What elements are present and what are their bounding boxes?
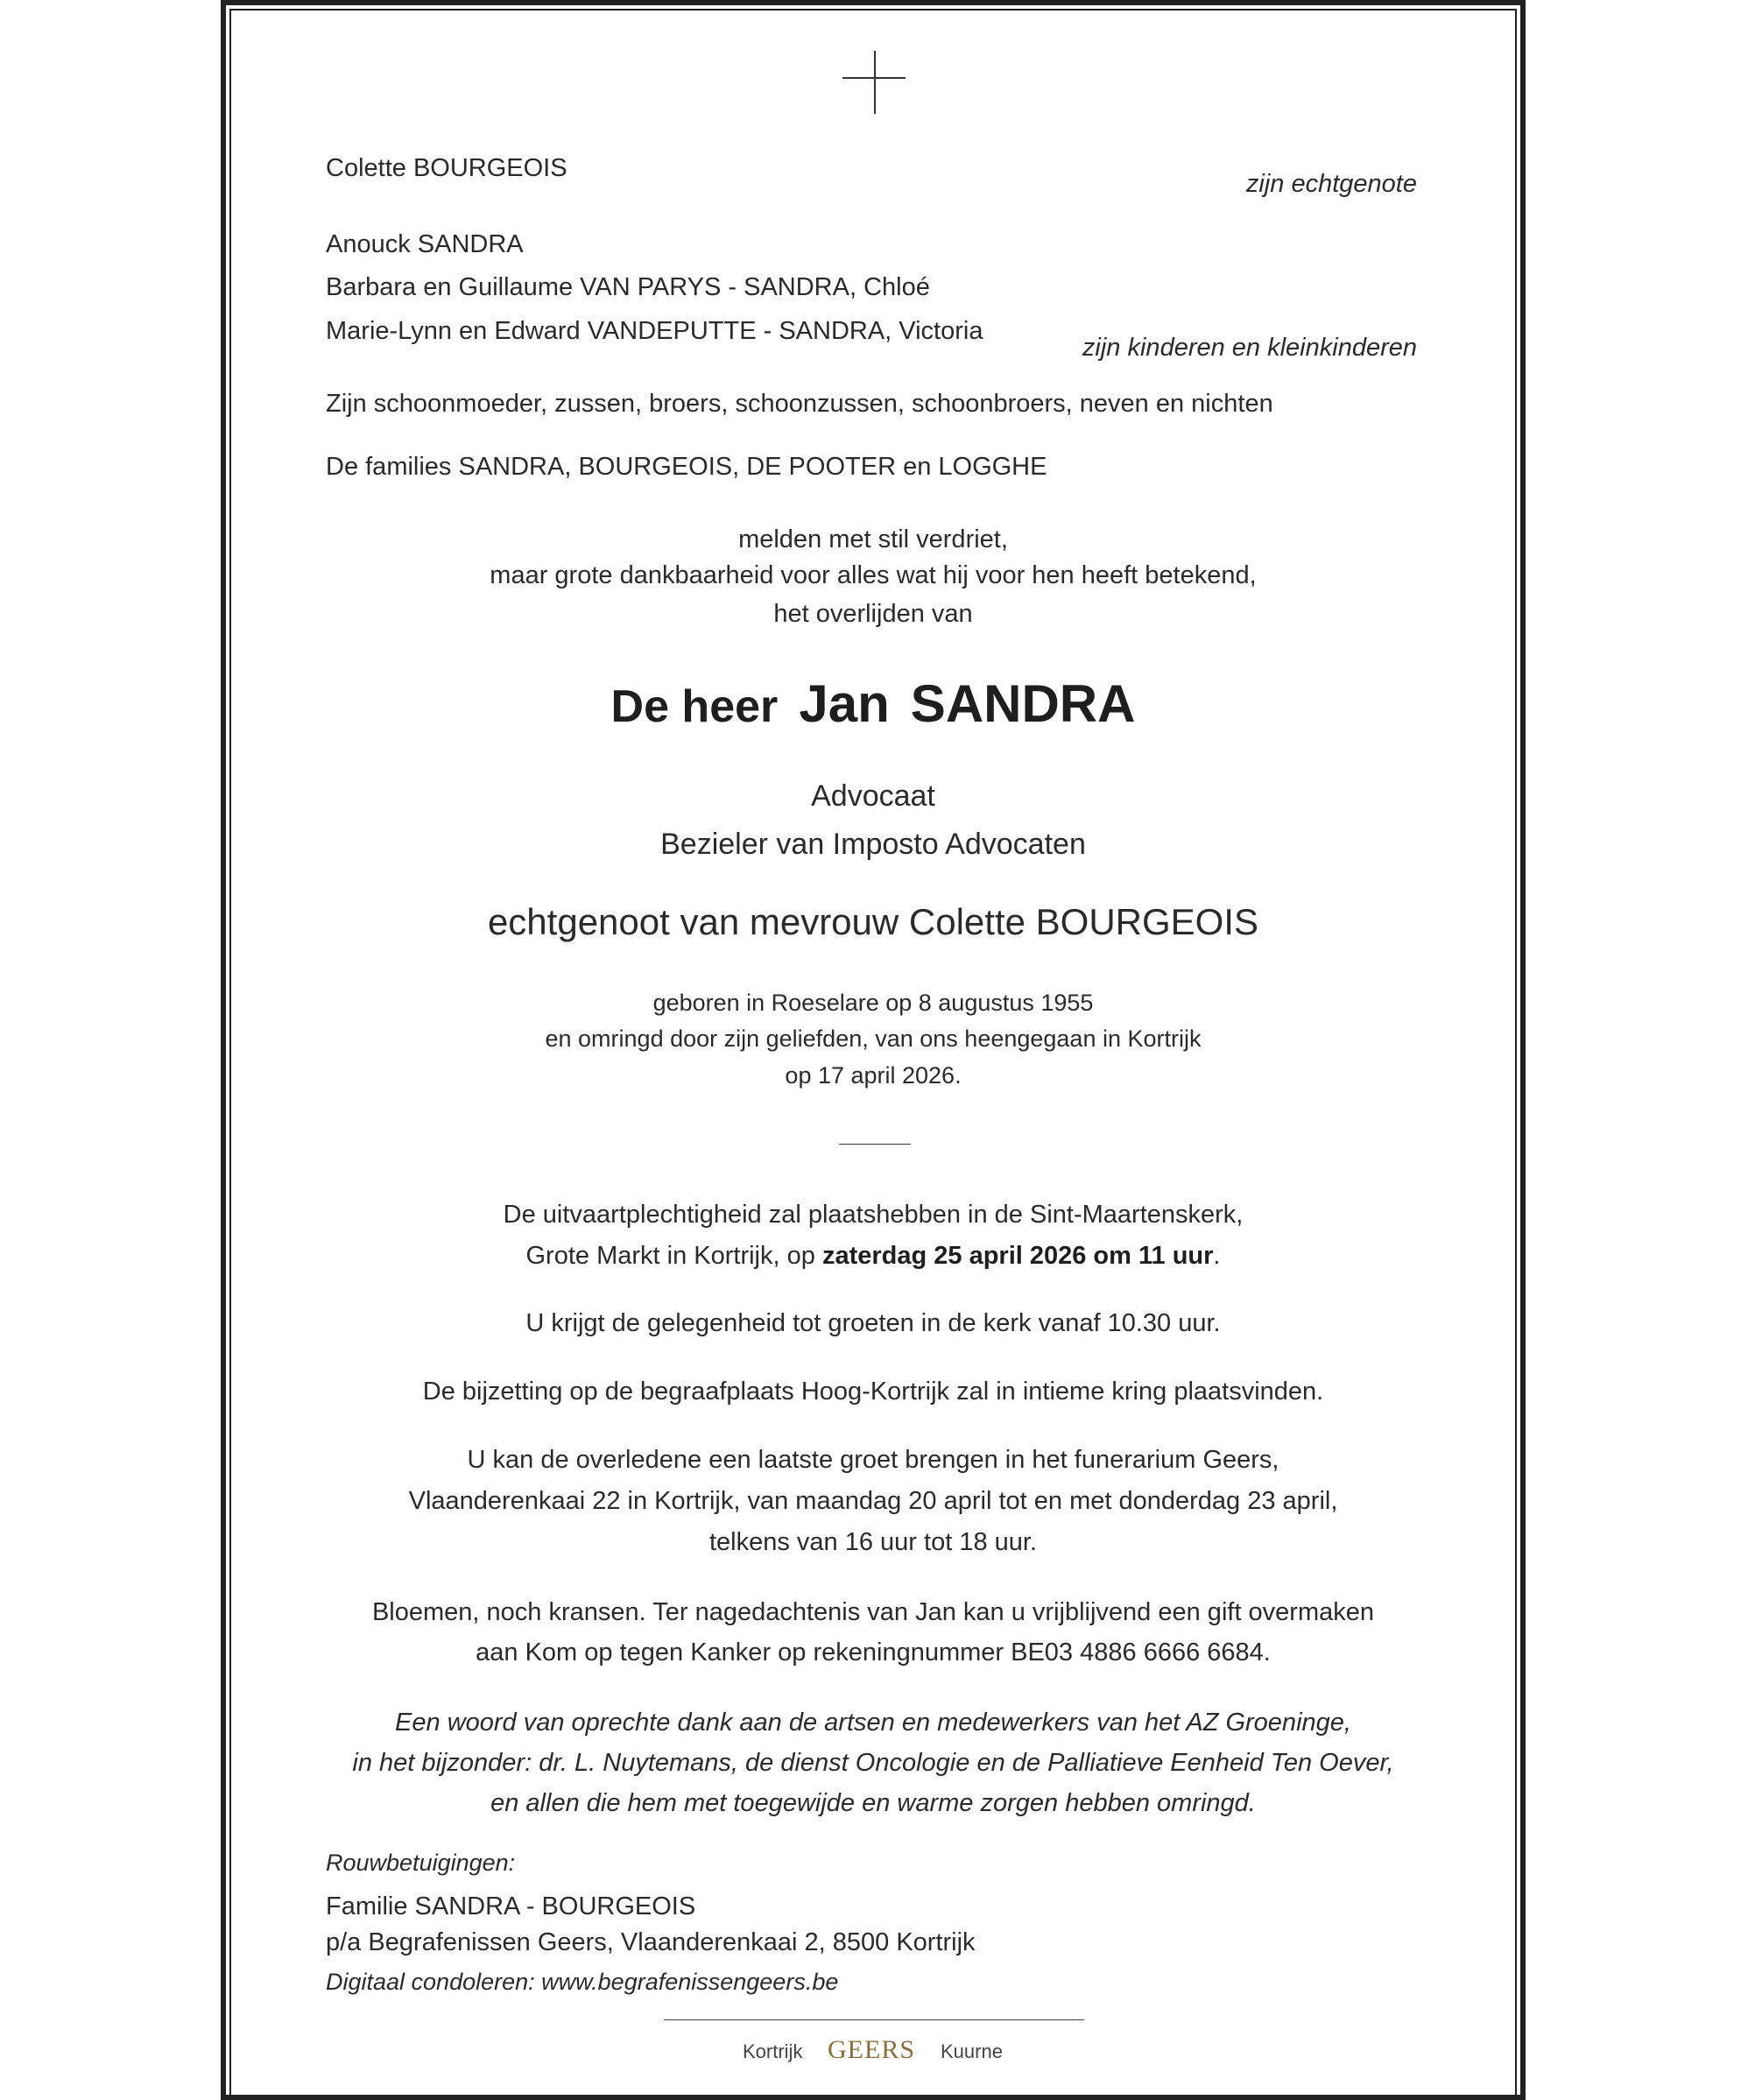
geers-logo: GEERS — [828, 2035, 916, 2064]
announcement-line-1: melden met stil verdriet, — [738, 525, 1008, 553]
occupation: Advocaat — [811, 779, 935, 813]
children-role: zijn kinderen en kleinkinderen — [1082, 334, 1417, 362]
flowers-line-1: Bloemen, noch kransen. Ter nagedachtenis van Jan kan u vrijblijvend een gift overmaken — [371, 1598, 1375, 1626]
spouse-role: zijn echtgenote — [1245, 170, 1417, 198]
condolences-digital[interactable]: Digitaal condoleren: www.begrafenissengeers.be — [326, 1969, 839, 1995]
ceremony-line-2-prefix: Grote Markt in Kortrijk, op — [525, 1242, 822, 1270]
condolences-address: p/a Begrafenissen Geers, Vlaanderenkaai 2, 8500 Kortrijk — [326, 1928, 976, 1956]
relatives-line: Zijn schoonmoeder, zussen, broers, schoonzussen, schoonbroers, neven en nichten — [326, 390, 1273, 418]
thanks-line-1: Een woord van oprechte dank aan de artsen en medewerkers van het AZ Groeninge, — [395, 1709, 1351, 1737]
death-date: op 17 april 2026. — [785, 1062, 962, 1089]
footer-right: Kuurne — [941, 2040, 1003, 2062]
death-line: en omringd door zijn geliefden, van ons heengegaan in Kortrijk — [545, 1025, 1202, 1052]
child-1: Anouck SANDRA — [326, 230, 524, 258]
first-name: Jan — [799, 674, 890, 733]
thanks-line-2: in het bijzonder: dr. L. Nuytemans, de dienst Oncologie en de Palliatieve Eenheid Ten Oever, — [352, 1749, 1394, 1777]
thanks-line-3: en allen die hem met toegewijde en warme zorgen hebben omringd. — [490, 1789, 1256, 1817]
last-name: SANDRA — [910, 674, 1136, 733]
divider — [839, 1144, 911, 1145]
viewing-line-1: U kan de overledene een laatste groet brengen in het funerarium Geers, — [467, 1446, 1279, 1474]
families-line: De families SANDRA, BOURGEOIS, DE POOTER en LOGGHE — [326, 453, 1047, 481]
condolences-label: Rouwbetuigingen: — [326, 1850, 516, 1876]
child-3: Marie-Lynn en Edward VANDEPUTTE - SANDRA, Victoria — [326, 317, 983, 345]
announcement-line-2: maar grote dankbaarheid voor alles wat hij voor hen heeft betekend, — [490, 561, 1257, 589]
occupation-2: Bezieler van Imposto Advocaten — [660, 828, 1086, 861]
ceremony-line-2 — [229, 1244, 1517, 1269]
deceased-name — [229, 674, 1517, 733]
flowers-line-2: aan Kom op tegen Kanker op rekeningnummer BE03 4886 6666 6684. — [476, 1638, 1271, 1667]
burial-line: De bijzetting op de begraafplaats Hoog-Kortrijk zal in intieme kring plaatsvinden. — [422, 1378, 1324, 1406]
ceremony-line-2-suffix: . — [1213, 1242, 1221, 1270]
child-2: Barbara en Guillaume VAN PARYS - SANDRA, Chloé — [326, 273, 930, 301]
ceremony-date: zaterdag 25 april 2026 om 11 uur — [821, 1242, 1214, 1270]
viewing-line-2: Vlaanderenkaai 22 in Kortrijk, van maandag 20 april tot en met donderdag 23 april, — [408, 1487, 1338, 1515]
condolences-family: Familie SANDRA - BOURGEOIS — [326, 1892, 696, 1920]
footer-left: Kortrijk — [743, 2040, 803, 2062]
ceremony-line-1: De uitvaartplechtigheid zal plaatshebben in de Sint-Maartenskerk, — [503, 1201, 1244, 1229]
viewing-line-3: telkens van 16 uur tot 18 uur. — [708, 1528, 1038, 1556]
birth-line: geboren in Roeselare op 8 augustus 1955 — [652, 990, 1094, 1016]
spouse-name: Colette BOURGEOIS — [326, 154, 567, 182]
announcement-line-3: het overlijden van — [773, 600, 973, 628]
footer-rule — [664, 2019, 1084, 2020]
spouse-line: echtgenoot van mevrouw Colette BOURGEOIS — [487, 901, 1259, 942]
name-prefix: De heer — [610, 681, 779, 732]
greeting-line: U krijgt de gelegenheid tot groeten in de kerk vanaf 10.30 uur. — [525, 1309, 1221, 1337]
